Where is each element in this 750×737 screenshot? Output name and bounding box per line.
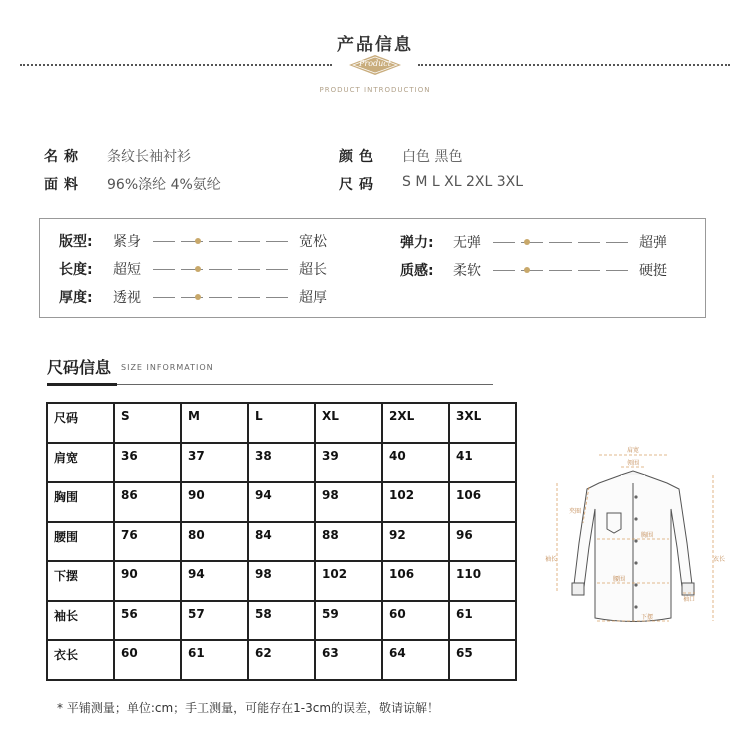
table-cell: 袖长 — [54, 608, 79, 623]
color-value: 白色 黑色 — [402, 149, 463, 165]
scale-dash — [209, 297, 231, 298]
elasticity-right: 超弹 — [639, 235, 667, 251]
table-cell: 37 — [188, 448, 205, 463]
table-cell: 衣长 — [54, 648, 79, 662]
table-cell: 36 — [121, 448, 138, 463]
scale-dash — [493, 270, 515, 271]
table-cell: 98 — [255, 567, 272, 581]
material-label: 面料 — [44, 177, 84, 193]
table-cell: 92 — [389, 527, 406, 542]
table-cell: 80 — [188, 527, 205, 542]
table-cell: 90 — [121, 567, 138, 581]
table-cell: 94 — [188, 567, 205, 581]
scale-dash — [209, 241, 231, 242]
scale-dash — [153, 269, 175, 270]
scale-dash — [153, 241, 175, 242]
header-divider-right — [418, 64, 730, 66]
size-value: S M L XL 2XL 3XL — [402, 174, 524, 190]
thickness-label: 厚度: — [59, 290, 93, 306]
texture-right: 硬挺 — [639, 263, 667, 279]
table-cell: 106 — [389, 567, 415, 581]
table-cell: 84 — [255, 527, 272, 542]
scale-dash — [578, 270, 600, 271]
table-cell: 106 — [456, 488, 482, 502]
scale-dash — [493, 242, 515, 243]
scale-dash — [238, 241, 260, 242]
table-header-cell: 尺码 — [54, 411, 79, 425]
fit-right: 宽松 — [299, 234, 327, 250]
shoulder-label: 肩宽 — [626, 447, 640, 454]
table-row — [47, 443, 516, 483]
scale-dash — [606, 270, 628, 271]
size-table — [46, 402, 517, 681]
table-header-cell: 2XL — [389, 409, 415, 423]
scale-dash — [209, 269, 231, 270]
scale-dash — [266, 241, 288, 242]
table-cell: 57 — [188, 606, 205, 621]
table-cell: 56 — [121, 606, 138, 621]
table-cell: 肩宽 — [54, 450, 79, 465]
texture-label: 质感: — [400, 263, 434, 279]
table-cell: 102 — [389, 488, 415, 502]
table-header-cell: XL — [322, 409, 339, 423]
length-label-diagram: 衣长 — [712, 556, 726, 563]
scale-dash — [549, 270, 571, 271]
scale-dash — [606, 242, 628, 243]
table-cell: 62 — [255, 646, 272, 660]
texture-left: 柔软 — [453, 263, 481, 279]
armhole-label: 夹圈 — [568, 508, 582, 515]
size-section-title: 尺码信息 — [47, 358, 112, 377]
measurement-note: * 平铺测量；单位:cm；手工测量，可能存在1-3cm的误差，敬请谅解！ — [57, 701, 440, 715]
thickness-right: 超厚 — [299, 290, 327, 306]
scale-level-dot — [524, 239, 530, 245]
elasticity-left: 无弹 — [453, 235, 481, 251]
scale-dash — [153, 297, 175, 298]
size-label: 尺码 — [339, 177, 379, 193]
scale-level-dot — [195, 238, 201, 244]
scale-dash — [578, 242, 600, 243]
product-badge-text: Product — [359, 59, 391, 68]
table-header-cell: M — [188, 409, 200, 423]
sleeve-label: 袖长 — [544, 556, 558, 563]
scale-dash — [549, 242, 571, 243]
table-header-cell: L — [255, 409, 263, 423]
table-row — [47, 522, 516, 562]
table-header-cell: S — [121, 409, 130, 423]
table-cell: 110 — [456, 567, 482, 581]
table-cell: 64 — [389, 646, 406, 660]
table-cell: 40 — [389, 448, 406, 463]
table-cell: 86 — [121, 488, 138, 502]
length-label: 长度: — [59, 262, 93, 278]
table-cell: 39 — [322, 448, 339, 463]
table-row — [47, 482, 516, 522]
scale-dash — [266, 297, 288, 298]
fit-label: 版型: — [59, 234, 93, 250]
header-divider-left — [20, 64, 332, 66]
table-cell: 59 — [322, 606, 339, 621]
table-cell: 102 — [322, 567, 348, 581]
table-cell: 61 — [188, 646, 205, 660]
scale-level-dot — [524, 267, 530, 273]
table-cell: 38 — [255, 448, 272, 463]
hem-label: 下摆 — [640, 614, 654, 621]
scale-dash — [238, 269, 260, 270]
table-cell: 61 — [456, 606, 473, 621]
table-cell: 60 — [121, 646, 138, 660]
table-cell: 96 — [456, 527, 473, 542]
page-title: 产品信息 — [337, 35, 413, 55]
table-row — [47, 601, 516, 641]
table-cell: 腰围 — [54, 529, 79, 544]
table-cell: 58 — [255, 606, 272, 621]
thickness-left: 透视 — [113, 290, 141, 306]
table-cell: 41 — [456, 448, 473, 463]
scale-level-dot — [195, 294, 201, 300]
shirt-diagram-icon — [543, 443, 726, 633]
table-cell: 65 — [456, 646, 473, 660]
table-cell: 88 — [322, 527, 339, 542]
color-label: 颜色 — [339, 149, 379, 165]
collar-label: 领围 — [626, 460, 640, 467]
scale-level-dot — [195, 266, 201, 272]
length-left: 超短 — [113, 262, 141, 278]
fit-left: 紧身 — [113, 234, 141, 250]
table-row — [47, 403, 516, 443]
chest-label: 胸围 — [640, 532, 654, 539]
table-cell: 76 — [121, 527, 138, 542]
table-cell: 胸围 — [54, 490, 79, 504]
cuff-label: 袖口 — [682, 596, 696, 603]
table-cell: 下摆 — [54, 569, 79, 583]
table-row — [47, 640, 516, 680]
table-cell: 60 — [389, 606, 406, 621]
size-section-underline — [47, 383, 117, 386]
elasticity-label: 弹力: — [400, 235, 434, 251]
name-value: 条纹长袖衬衫 — [107, 149, 191, 165]
table-cell: 63 — [322, 646, 339, 660]
waist-label: 腰围 — [612, 576, 626, 583]
table-cell: 90 — [188, 488, 205, 502]
name-label: 名称 — [44, 149, 84, 165]
size-section-subtitle: SIZE INFORMATION — [121, 363, 214, 372]
material-value: 96%涤纶 4%氨纶 — [107, 177, 221, 193]
table-cell: 98 — [322, 488, 339, 502]
page-subtitle: PRODUCT INTRODUCTION — [319, 86, 431, 94]
length-right: 超长 — [299, 262, 327, 278]
scale-dash — [238, 297, 260, 298]
table-row — [47, 561, 516, 601]
table-header-cell: 3XL — [456, 409, 482, 423]
scale-dash — [266, 269, 288, 270]
table-cell: 94 — [255, 488, 272, 502]
